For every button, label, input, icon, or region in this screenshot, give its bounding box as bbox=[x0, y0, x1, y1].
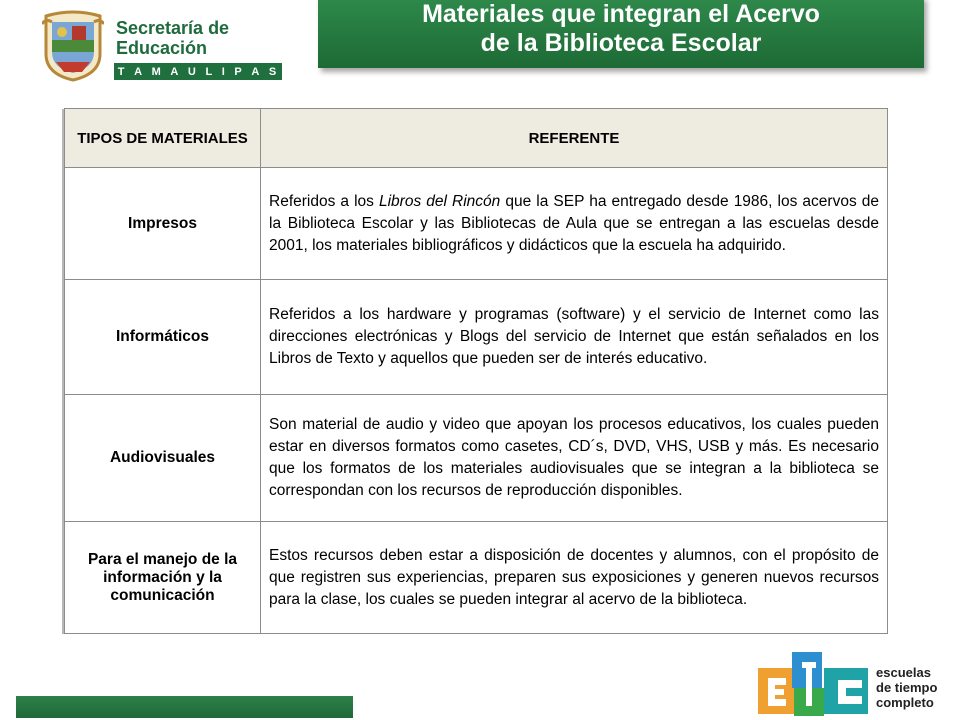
materials-table bbox=[64, 108, 888, 634]
material-type-cell: Audiovisuales bbox=[65, 395, 261, 522]
page-title bbox=[318, 0, 924, 58]
material-description-cell bbox=[261, 168, 888, 280]
column-header-types: TIPOS DE MATERIALES bbox=[65, 109, 261, 168]
logo-state-bar bbox=[114, 63, 282, 80]
logo-state-letter: U bbox=[187, 65, 198, 78]
etc-text bbox=[876, 665, 937, 710]
materials-table-container bbox=[64, 108, 887, 634]
title-line-2: de la Biblioteca Escolar bbox=[480, 29, 762, 57]
logo-state-letter: A bbox=[134, 65, 145, 78]
logo-state-letter: L bbox=[205, 65, 215, 78]
logo-state-letter: A bbox=[251, 65, 262, 78]
etc-line-2: de tiempo bbox=[876, 680, 938, 695]
logo-state-letter: I bbox=[221, 65, 227, 78]
title-line-1: Materiales que integran el Acervo bbox=[422, 0, 820, 28]
logo-state-letter: T bbox=[117, 65, 127, 78]
material-type-cell: Impresos bbox=[65, 168, 261, 280]
etc-line-1: escuelas bbox=[876, 665, 931, 680]
material-type-cell: Informáticos bbox=[65, 280, 261, 395]
material-description-cell: Son material de audio y video que apoyan los procesos educativos, los cuales pueden estar en diversos formatos como casetes, CD´s, DVD, VHS, USB y más. Es necesario que los formatos de los materiales audiovisuales que se integran a la biblioteca se correspondan con los recursos de reproducción disponibles. bbox=[261, 395, 888, 522]
sep-tamaulipas-logo bbox=[36, 6, 279, 86]
table-row bbox=[65, 168, 888, 280]
table-row bbox=[65, 280, 888, 395]
desc-text: Referidos a los bbox=[269, 192, 379, 210]
etc-line-3: completo bbox=[876, 695, 934, 710]
tamaulipas-crest-icon bbox=[42, 10, 104, 82]
desc-italic-title: Libros del Rincón bbox=[378, 192, 501, 210]
material-type-cell: Para el manejo de la información y la comunicación bbox=[65, 522, 261, 634]
table-header-row bbox=[65, 109, 888, 168]
escuelas-tiempo-completo-logo bbox=[758, 652, 948, 718]
footer-green-bar bbox=[16, 696, 353, 718]
table-row bbox=[65, 522, 888, 634]
logo-line-educacion: Educación bbox=[116, 38, 208, 58]
logo-state-letter: M bbox=[151, 65, 163, 78]
etc-squares-icon bbox=[758, 652, 872, 718]
column-header-referente: REFERENTE bbox=[261, 109, 888, 168]
title-banner bbox=[318, 0, 924, 68]
logo-line-secretaria: Secretaría de bbox=[116, 18, 230, 38]
material-description-cell: Referidos a los hardware y programas (software) y el servicio de Internet como las direcciones electrónicas y Blogs del servicio de Internet que están señalados en los Libros de Texto y aquellos que pueden ser de interés educativo. bbox=[261, 280, 888, 395]
material-description-cell: Estos recursos deben estar a disposición de docentes y alumnos, con el propósito de que registren sus experiencias, preparen sus exposiciones y generen nuevos recursos para la clase, los cuales se pueden integrar al acervo de la biblioteca. bbox=[261, 522, 888, 634]
table-row bbox=[65, 395, 888, 522]
logo-state-letter: P bbox=[234, 65, 244, 78]
desc-text: que la SEP ha entregado desde 1986, los acervos de la Biblioteca Escolar y las Bibliotecas de Aula que se entregan a las escuelas desde 2001, los materiales bibliográficos y didácticos que la escuela ha adquirido. bbox=[269, 192, 880, 254]
logo-state-letter: S bbox=[268, 65, 279, 78]
logo-state-letter: A bbox=[170, 65, 181, 78]
